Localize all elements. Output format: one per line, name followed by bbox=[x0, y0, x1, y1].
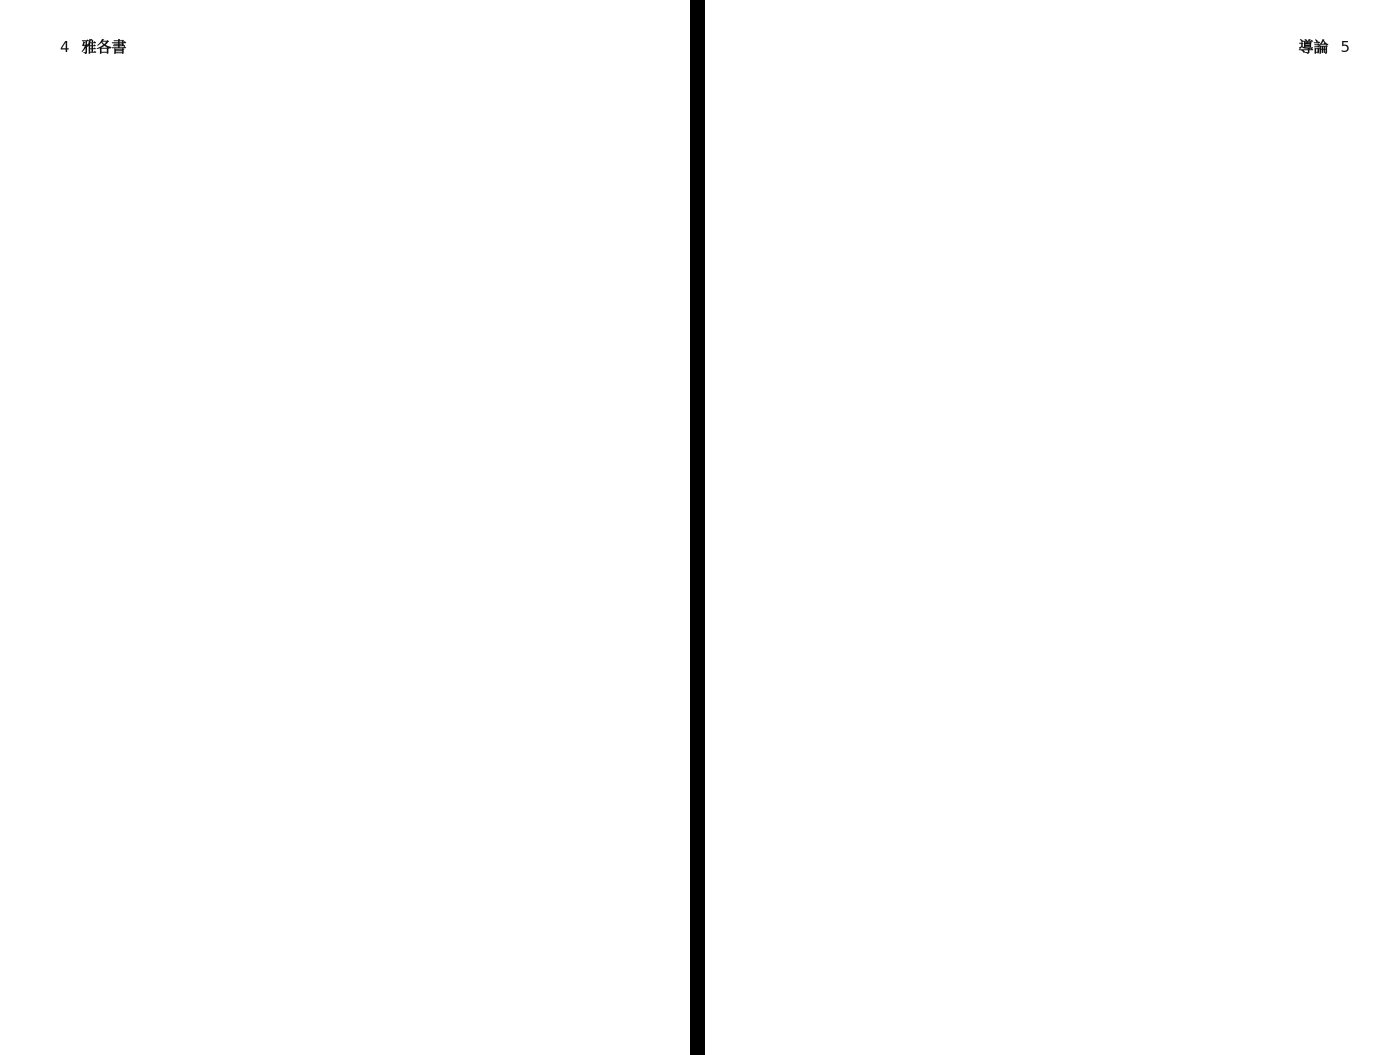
right-running-title: 導論 bbox=[1298, 38, 1329, 56]
left-page bbox=[0, 0, 690, 1055]
left-running-head bbox=[60, 36, 630, 57]
right-running-head bbox=[775, 36, 1350, 57]
right-page-number: 5 bbox=[1340, 38, 1350, 56]
right-page bbox=[705, 0, 1400, 1055]
binding-gutter bbox=[690, 0, 705, 1055]
left-page-number: 4 bbox=[60, 38, 70, 56]
left-running-title: 雅各書 bbox=[81, 38, 127, 56]
